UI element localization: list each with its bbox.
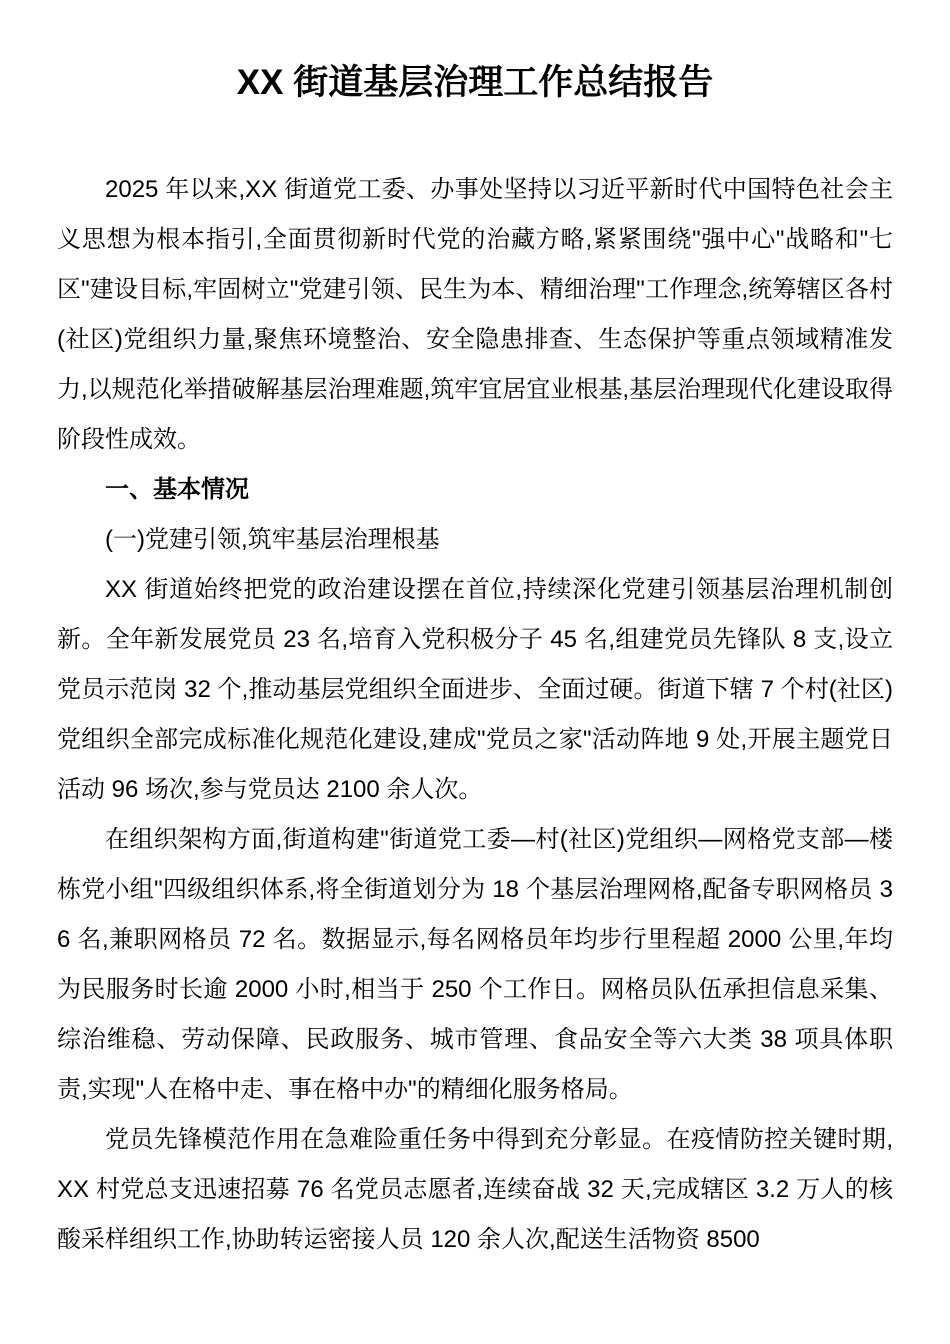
paragraph-party-building-stats: XX 街道始终把党的政治建设摆在首位,持续深化党建引领基层治理机制创新。全年新发展党员 23 名,培育入党积极分子 45 名,组建党员先锋队 8 支,设立党员示范岗 32 个,推动基层党组织全面进步、全面过硬。街道下辖 7 个村(社区)党组织全部完成标准化规范化建设,建成"党员之家"活动阵地 9 处,开展主题党日活动 96 场次,参与党员达 2100 余人次。 [57,576,893,803]
paragraph-pioneer-role: 党员先锋模范作用在急难险重任务中得到充分彰显。在疫情防控关键时期,XX 村党总支迅速招募 76 名党员志愿者,连续奋战 32 天,完成辖区 3.2 万人的核酸采样组织工作,协助转运密接人员 120 余人次,配送生活物资 8500 [57,1126,893,1253]
section-1-heading: 一、基本情况 [105,476,249,503]
document-title: XX 街道基层治理工作总结报告 [236,63,714,102]
intro-paragraph: 2025 年以来,XX 街道党工委、办事处坚持以习近平新时代中国特色社会主义思想为根本指引,全面贯彻新时代党的治藏方略,紧紧围绕"强中心"战略和"七区"建设目标,牢固树立"党建引领、民生为本、精细治理"工作理念,统筹辖区各村(社区)党组织力量,聚焦环境整治、安全隐患排查、生态保护等重点领域精准发力,以规范化举措破解基层治理难题,筑牢宜居宜业根基,基层治理现代化建设取得阶段性成效。 [57,176,894,453]
subsection-1-1-heading: (一)党建引领,筑牢基层治理根基 [105,526,440,553]
paragraph-grid-organization: 在组织架构方面,街道构建"街道党工委—村(社区)党组织—网格党支部—楼栋党小组"四级组织体系,将全街道划分为 18 个基层治理网格,配备专职网格员 36 名,兼职网格员 72 名。数据显示,每名网格员年均步行里程超 2000 公里,年均为民服务时长逾 2000 小时,相当于 250 个工作日。网格员队伍承担信息采集、综治维稳、劳动保障、民政服务、城市管理、食品安全等六大类 38 项具体职责,实现"人在格中走、事在格中办"的精细化服务格局。 [57,826,893,1103]
